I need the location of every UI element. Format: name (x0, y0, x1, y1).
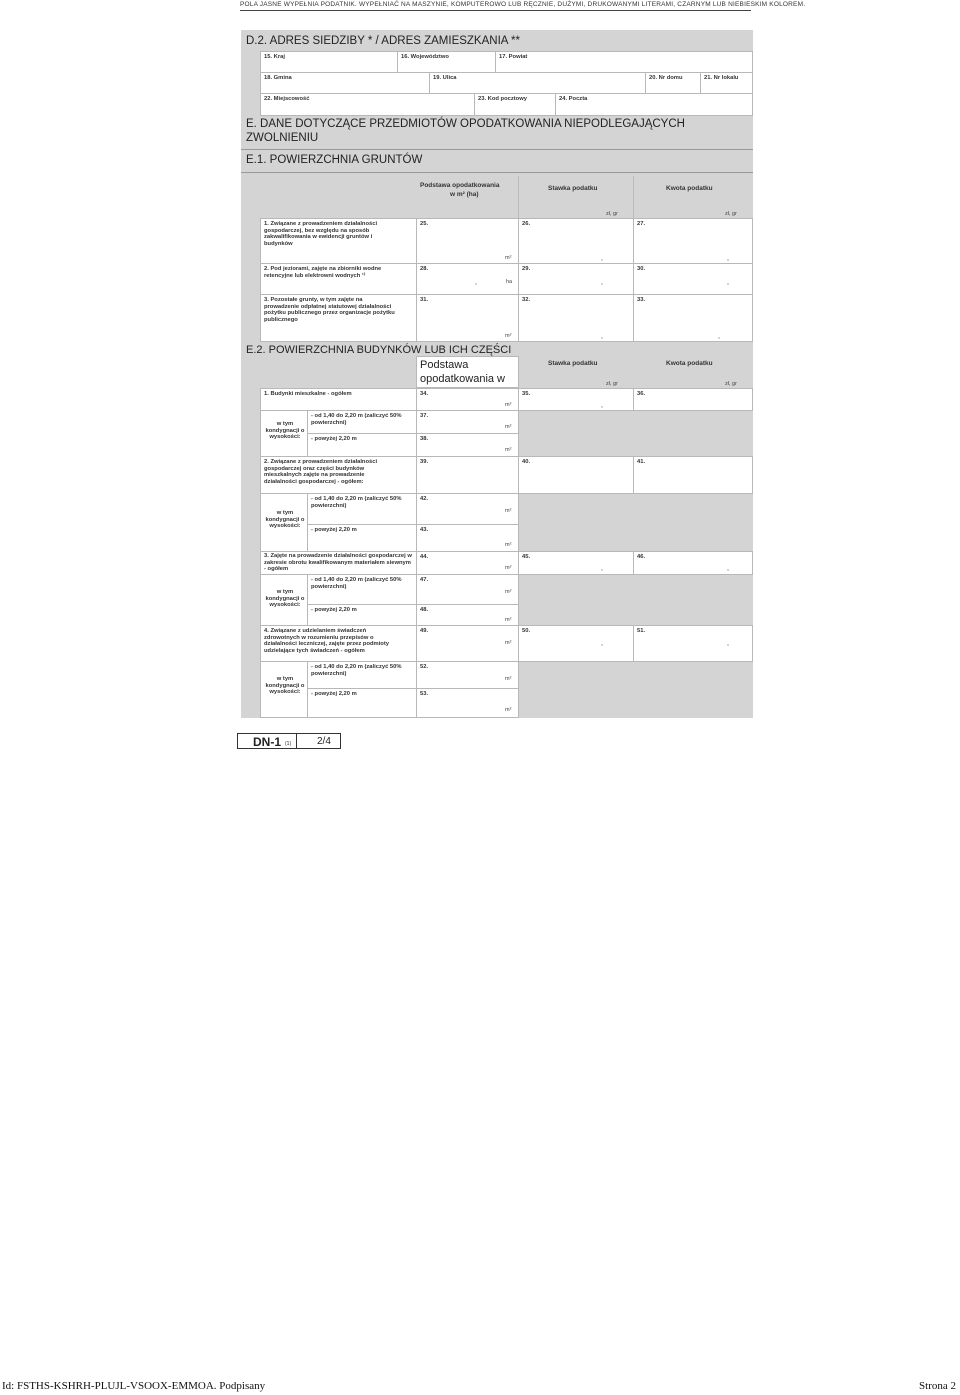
sub-b-label-cell (307, 688, 417, 718)
sub-b-label-cell (307, 524, 417, 552)
m2-unit: m² (505, 676, 512, 682)
field-34[interactable] (416, 388, 519, 411)
street-label: 19. Ulica (433, 75, 457, 81)
field-47-number: 47. (420, 577, 429, 583)
field-45[interactable] (518, 551, 634, 575)
field-52-number: 52. (420, 664, 429, 670)
post-office-label: 24. Poczta (559, 96, 588, 102)
city-label: 22. Miejscowość (264, 96, 310, 102)
e1-col-rate-header: Stawka podatku (548, 185, 598, 192)
field-43[interactable] (416, 524, 519, 552)
e1-rate-zl-gr: zł, gr (606, 211, 618, 217)
page-of-indicator: 2/4 (317, 736, 331, 747)
e1-row3-label: 3. Pozostałe grunty, w tym zajęte na prowadzenie odpłatnej statutowej działalności pożytku publicznego przez organizacje pożytku publicznego (264, 297, 395, 323)
comma-sep: , (718, 333, 720, 340)
sub-a-label: - od 1,40 do 2,20 m (zaliczyć 50% powierzchni) (311, 496, 402, 509)
field-38[interactable] (416, 433, 519, 457)
e2-col-base-header-cell (416, 356, 519, 388)
field-46-number: 46. (637, 554, 646, 560)
e2-row1-subheader-cell (260, 410, 308, 457)
comma-sep: , (601, 279, 603, 286)
house-number-label: 20. Nr domu (649, 75, 683, 81)
field-25-number: 25. (420, 221, 429, 227)
field-26-number: 26. (522, 221, 531, 227)
field-33[interactable] (633, 294, 753, 342)
comma-sep: , (601, 565, 603, 572)
apartment-number-label: 21. Nr lokalu (704, 75, 739, 81)
field-31-number: 31. (420, 297, 429, 303)
w-tym-label: w tym kondygnacji o wysokości: (265, 510, 305, 530)
comma-sep: , (727, 640, 729, 647)
e2-row4-label: 4. Związane z udzielaniem świadczeń zdrowotnych w rozumieniu przepisów o działalności leczniczej, zajęte przez podmioty udzielające tych świadczeń - ogółem (264, 628, 389, 654)
voivodeship-label: 16. Województwo (401, 54, 449, 60)
sub-a-label: - od 1,40 do 2,20 m (zaliczyć 50% powierzchni) (311, 413, 402, 426)
field-41[interactable] (633, 456, 753, 494)
field-28[interactable] (416, 263, 519, 295)
field-50[interactable] (518, 625, 634, 662)
m2-unit: m² (505, 589, 512, 595)
post-office-field[interactable] (555, 93, 753, 116)
m2-unit: m² (505, 508, 512, 514)
field-29[interactable] (518, 263, 634, 295)
form-code-divider (296, 734, 297, 748)
field-51[interactable] (633, 625, 753, 662)
comma-sep: , (727, 279, 729, 286)
e2-row1-label: 1. Budynki mieszkalne - ogółem (264, 391, 352, 397)
form-instruction-note: POLA JASNE WYPEŁNIA PODATNIK. WYPEŁNIAĆ NA MASZYNIE, KOMPUTEROWO LUB RĘCZNIE, DUŻYMI, DRUKOWANYMI LITERAMI, CZARNYM LUB NIEBIESKIM KOLOREM. (240, 1, 806, 8)
comma-sep: , (601, 640, 603, 647)
field-40-number: 40. (522, 459, 531, 465)
comma-sep: , (601, 402, 603, 409)
field-43-number: 43. (420, 527, 429, 533)
city-field[interactable] (260, 93, 475, 116)
field-37[interactable] (416, 410, 519, 434)
field-53[interactable] (416, 688, 519, 718)
country-label: 15. Kraj (264, 54, 285, 60)
section-divider (241, 149, 753, 150)
e2-col-base-header-2: opodatkowania w (420, 373, 506, 385)
field-39-number: 39. (420, 459, 429, 465)
sub-a-label-cell (307, 574, 417, 605)
m2-unit: m² (505, 333, 512, 339)
field-29-number: 29. (522, 266, 531, 272)
section-divider (241, 172, 753, 173)
ha-unit: ha (506, 279, 513, 285)
comma-sep: , (727, 255, 729, 262)
field-49[interactable] (416, 625, 519, 662)
field-51-number: 51. (637, 628, 646, 634)
m2-unit: m² (505, 402, 512, 408)
w-tym-label: w tym kondygnacji o wysokości: (265, 589, 305, 609)
postal-code-field[interactable] (474, 93, 556, 116)
e2-row3-label: 3. Zajęte na prowadzenie działalności gospodarczej w zakresie obrotu kwalifikowanym materiałem siewnym - ogółem (264, 553, 412, 573)
e2-row3-label-cell (260, 551, 417, 575)
e2-rate-zl-gr: zł, gr (606, 381, 618, 387)
header-rule (240, 10, 751, 11)
comma-sep: , (475, 279, 477, 286)
field-31[interactable] (416, 294, 519, 342)
e2-tax-zl-gr: zł, gr (725, 381, 737, 387)
field-40[interactable] (518, 456, 634, 494)
comma-sep: , (601, 333, 603, 340)
m2-unit: m² (505, 424, 512, 430)
comma-sep: , (727, 565, 729, 572)
field-25[interactable] (416, 218, 519, 264)
sub-b-label-cell (307, 433, 417, 457)
field-37-number: 37. (420, 413, 429, 419)
field-26[interactable] (518, 218, 634, 264)
commune-label: 18. Gmina (264, 75, 292, 81)
e1-row2-label: 2. Pod jeziorami, zajęte na zbiorniki wodne retencyjne lub elektrowni wodnych ¹⁾ (264, 266, 382, 279)
field-27-number: 27. (637, 221, 646, 227)
county-field[interactable] (495, 51, 753, 73)
page-number: Strona 2 (919, 1380, 956, 1392)
section-e2-title: E.2. POWIERZCHNIA BUDYNKÓW LUB ICH CZĘŚCI (246, 344, 512, 356)
m2-unit: m² (505, 447, 512, 453)
voivodeship-field[interactable] (397, 51, 496, 73)
form-code-box (237, 733, 341, 749)
field-42-number: 42. (420, 496, 429, 502)
e2-row2-label: 2. Związane z prowadzeniem działalności gospodarczej oraz części budynków mieszkalnych zajęte na prowadzenie działalności gospodarczej - ogółem: (264, 459, 378, 485)
sub-a-label-cell (307, 661, 417, 689)
e2-col-base-header: Podstawa (420, 359, 469, 371)
commune-field[interactable] (260, 72, 430, 94)
sub-b-label: - powyżej 2,20 m (311, 527, 357, 533)
sub-b-label: - powyżej 2,20 m (311, 436, 357, 442)
field-34-number: 34. (420, 391, 429, 397)
postal-code-label: 23. Kod pocztowy (478, 96, 527, 102)
e2-col-rate-header: Stawka podatku (548, 360, 598, 367)
field-44[interactable] (416, 551, 519, 575)
sub-a-label: - od 1,40 do 2,20 m (zaliczyć 50% powierzchni) (311, 577, 402, 590)
e2-row1-label-cell (260, 388, 417, 411)
m2-unit: m² (505, 542, 512, 548)
sub-a-label-cell (307, 493, 417, 525)
section-e-title-line2: ZWOLNIENIU (246, 132, 319, 144)
field-35-number: 35. (522, 391, 531, 397)
section-e1-title: E.1. POWIERZCHNIA GRUNTÓW (246, 154, 423, 166)
field-53-number: 53. (420, 691, 429, 697)
e1-tax-zl-gr: zł, gr (725, 211, 737, 217)
e2-row3-subheader-cell (260, 574, 308, 626)
field-30-number: 30. (637, 266, 646, 272)
field-41-number: 41. (637, 459, 646, 465)
field-45-number: 45. (522, 554, 531, 560)
field-49-number: 49. (420, 628, 429, 634)
field-44-number: 44. (420, 554, 429, 560)
field-39[interactable] (416, 456, 519, 494)
e2-row4-subheader-cell (260, 661, 308, 718)
e1-row1-label-cell (260, 218, 417, 264)
document-signature-id: Id: FSTHS-KSHRH-PLUJL-VSOOX-EMMOA. Podpisany (2, 1380, 266, 1392)
e1-col-base-unit: w m² (ha) (450, 191, 479, 198)
field-47[interactable] (416, 574, 519, 605)
section-e-title-line1: E. DANE DOTYCZĄCE PRZEDMIOTÓW OPODATKOWANIA NIEPODLEGAJĄCYCH (246, 118, 685, 130)
m2-unit: m² (505, 565, 512, 571)
e1-row2-label-cell (260, 263, 417, 295)
e2-row4-label-cell (260, 625, 417, 662)
e1-row3-label-cell (260, 294, 417, 342)
field-38-number: 38. (420, 436, 429, 442)
m2-unit: m² (505, 617, 512, 623)
tax-form-page (241, 30, 753, 718)
e2-row2-subheader-cell (260, 493, 308, 552)
m2-unit: m² (505, 640, 512, 646)
e2-col-tax-header: Kwota podatku (666, 360, 713, 367)
field-36[interactable] (633, 388, 753, 411)
section-d2-title: D.2. ADRES SIEDZIBY * / ADRES ZAMIESZKANIA ** (246, 35, 520, 47)
field-50-number: 50. (522, 628, 531, 634)
field-48-number: 48. (420, 607, 429, 613)
county-label: 17. Powiat (499, 54, 528, 60)
sub-a-label-cell (307, 410, 417, 434)
w-tym-label: w tym kondygnacji o wysokości: (265, 421, 305, 441)
sub-b-label: - powyżej 2,20 m (311, 691, 357, 697)
comma-sep: , (601, 255, 603, 262)
field-36-number: 36. (637, 391, 646, 397)
street-field[interactable] (429, 72, 646, 94)
field-32-number: 32. (522, 297, 531, 303)
form-version: (1) (285, 741, 292, 747)
w-tym-label: w tym kondygnacji o wysokości: (265, 676, 305, 696)
field-42[interactable] (416, 493, 519, 525)
field-48[interactable] (416, 604, 519, 626)
sub-b-label-cell (307, 604, 417, 626)
field-35[interactable] (518, 388, 634, 411)
field-28-number: 28. (420, 266, 429, 272)
sub-b-label: - powyżej 2,20 m (311, 607, 357, 613)
field-30[interactable] (633, 263, 753, 295)
house-number-field[interactable] (645, 72, 701, 94)
field-27[interactable] (633, 218, 753, 264)
country-field[interactable] (260, 51, 398, 73)
field-32[interactable] (518, 294, 634, 342)
e1-row1-label: 1. Związane z prowadzeniem działalności gospodarczej, bez względu na sposób zakwalifikowania w ewidencji gruntów i budynków (264, 221, 378, 247)
m2-unit: m² (505, 255, 512, 261)
e1-col-base-header: Podstawa opodatkowania (420, 182, 500, 189)
apartment-number-field[interactable] (700, 72, 753, 94)
e2-row2-label-cell (260, 456, 417, 494)
field-33-number: 33. (637, 297, 646, 303)
form-code: DN-1 (253, 735, 282, 749)
m2-unit: m² (505, 707, 512, 713)
sub-a-label: - od 1,40 do 2,20 m (zaliczyć 50% powierzchni) (311, 664, 402, 677)
field-46[interactable] (633, 551, 753, 575)
e1-col-tax-header: Kwota podatku (666, 185, 713, 192)
field-52[interactable] (416, 661, 519, 689)
